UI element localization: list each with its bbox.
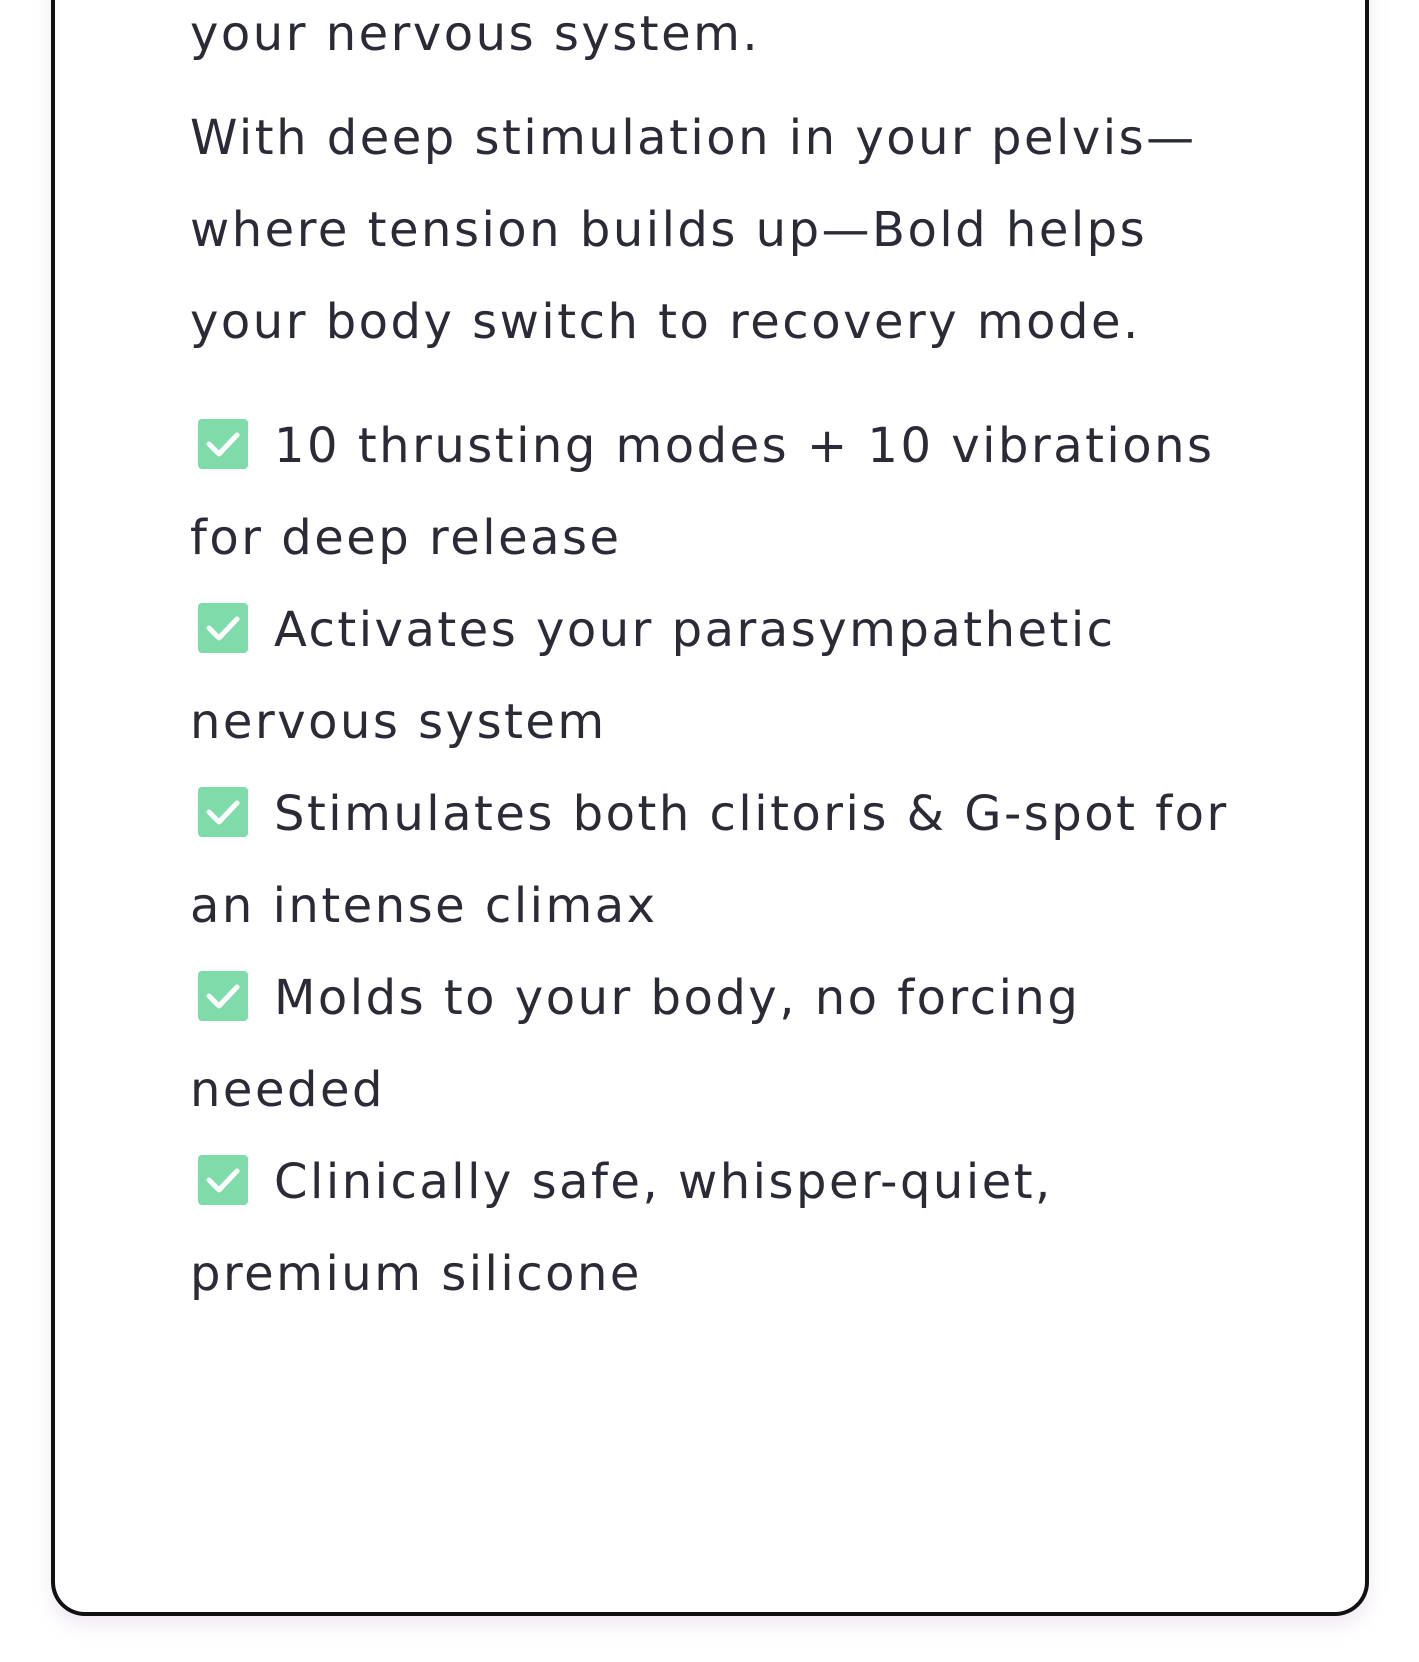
body-paragraph: With deep stimulation in your pelvis—where tension builds up—Bold helps your body switch to recovery mode. (190, 110, 1197, 350)
check-icon (198, 787, 248, 837)
check-icon (198, 419, 248, 469)
product-description-content (190, 0, 1270, 1320)
check-icon (198, 1155, 248, 1205)
feature-item (190, 584, 1270, 768)
feature-text: Stimulates both clitoris & G-spot for an intense climax (190, 786, 1229, 934)
check-icon (198, 603, 248, 653)
feature-list (190, 400, 1270, 1320)
feature-item (190, 1136, 1270, 1320)
check-icon (198, 971, 248, 1021)
feature-item (190, 952, 1270, 1136)
feature-text: Activates your parasympathetic nervous system (190, 602, 1116, 750)
feature-text: Molds to your body, no forcing needed (190, 970, 1081, 1118)
feature-text: Clinically safe, whisper-quiet, premium silicone (190, 1154, 1053, 1302)
feature-item (190, 768, 1270, 952)
feature-item (190, 400, 1270, 584)
intro-text-tail: your nervous system. (190, 6, 761, 62)
feature-text: 10 thrusting modes + 10 vibrations for deep release (190, 418, 1215, 566)
